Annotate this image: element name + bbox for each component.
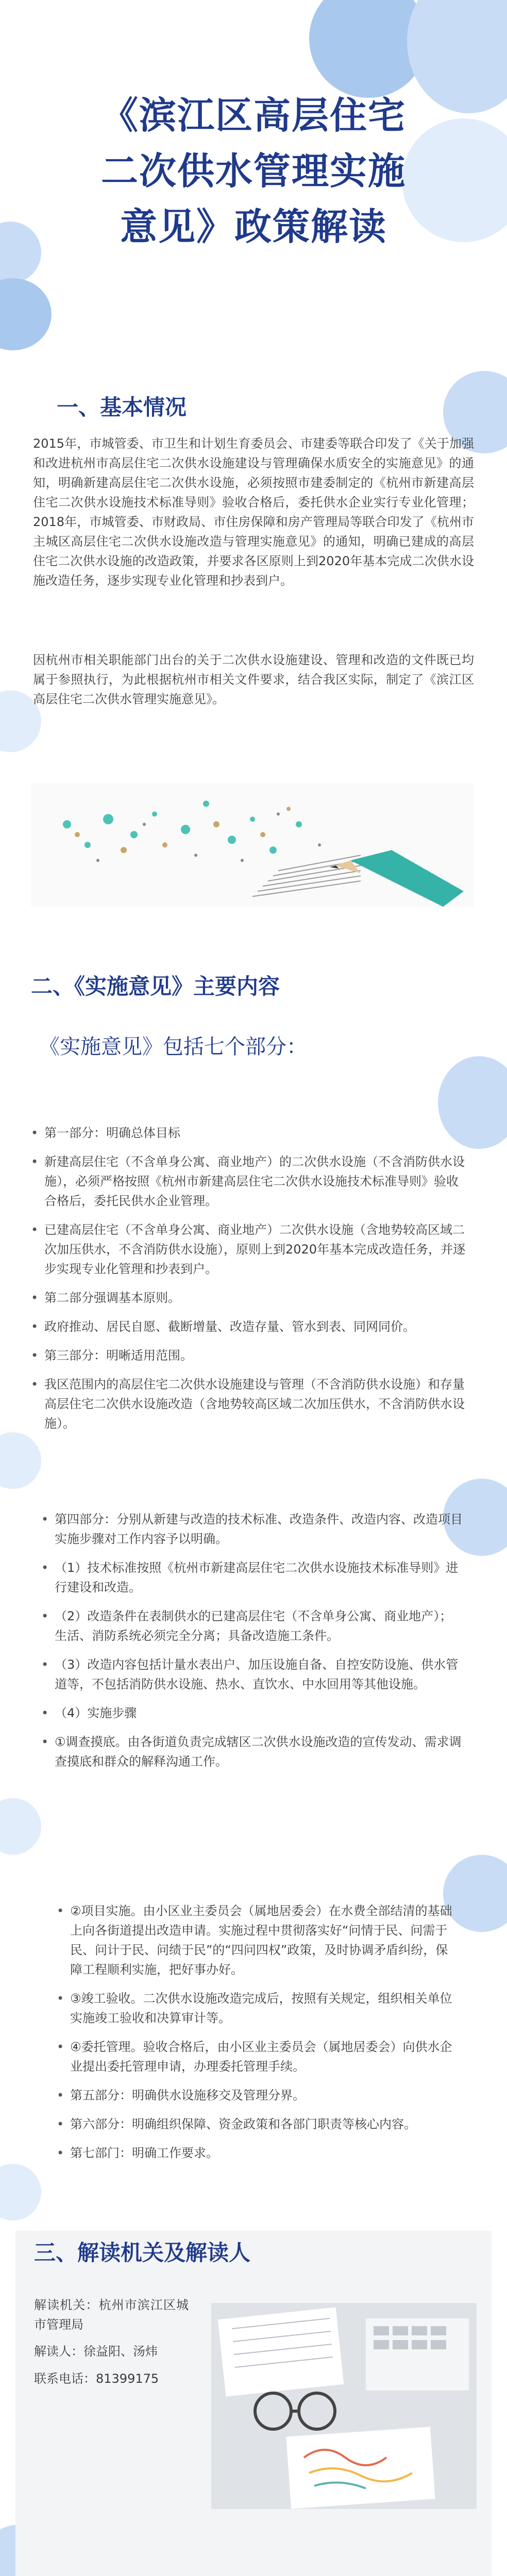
interpreter-names: 解读人：徐益阳、汤炜 [34, 2344, 158, 2359]
list-item: • 第七部门：明确工作要求。 [57, 2143, 459, 2163]
list-item: • （4）实施步骤 [41, 1703, 464, 1723]
list-item: • 我区范围内的高层住宅二次供水设施建设与管理（不含消防供水设施）和存量高层住宅二次供水设施改造（含地势较高区域二次加压供水，不含消防供水设施）。 [31, 1375, 469, 1433]
section-heading-interpreter: 三、解读机关及解读人 [34, 2240, 251, 2265]
list-item: • 第五部分：明确供水设施移交及管理分界。 [57, 2086, 459, 2105]
list-item: • （3）改造内容包括计量水表出户、加压设施自备、自控安防设施、供水管道等，不包括消防供水设施、热水、直饮水、中水回用等其他设施。 [41, 1655, 464, 1694]
interpreting-organization: 解读机关：杭州市滨江区城市管理局 [34, 2298, 189, 2332]
section1-paragraph: 2015年，市城管委、市卫生和计划生育委员会、市建委等联合印发了《关于加强和改进杭州市高层住宅二次供水设施建设与管理确保水质安全的实施意见》的通知，明确新建高层住宅二次供水设施，必须按照市建委制定的《杭州市新建高层住宅二次供水设施技术标准导则》验收合格后，委托供水企业实行专业化管理；2018年，市城管委、市财政局、市住房保障和房产管理局等联合印发了《杭州市主城区高层住宅二次供水设施改造与管理实施意见》的通知，明确已建成的高层住宅二次供水设施的改造政策，并要求各区原则上到2020年基本完成二次供水设施改造任务，逐步实现专业化管理和抄表到户。 [33, 436, 474, 588]
decor-blob [0, 278, 52, 350]
list-item: • 第三部分：明晰适用范围。 [31, 1346, 469, 1365]
list-item: • 第六部分：明确组织保障、资金政策和各部门职责等核心内容。 [57, 2114, 459, 2134]
title-line: 《滨江区高层住宅 [100, 93, 406, 137]
list-item: • 第二部分强调基本原则。 [31, 1288, 469, 1308]
content-list-part2 [41, 1510, 464, 1781]
content-list-part3 [57, 1901, 459, 2172]
decor-blob [0, 1798, 41, 1855]
section2-subtitle: 《实施意见》包括七个部分： [39, 1035, 307, 1059]
content-list-part1 [31, 1123, 469, 1443]
list-item: • 已建高层住宅（不含单身公寓、商业地产）二次供水设施（含地势较高区域二次加压供水，不含消防供水设施），原则上到2020年基本完成改造任务，并逐步实现专业化管理和抄表到户。 [31, 1220, 469, 1279]
title-line: 意见》政策解读 [120, 205, 387, 248]
list-item: • 新建高层住宅（不含单身公寓、商业地产）的二次供水设施（不含消防供水设施），必须严格按照《杭州市新建高层住宅二次供水设施技术标准导则》验收合格后，委托民供水企业管理。 [31, 1152, 469, 1211]
section1-paragraph: 因杭州市相关职能部门出台的关于二次供水设施建设、管理和改造的文件既已均属于参照执行，为此根据杭州市相关文件要求，结合我区实际，制定了《滨江区高层住宅二次供水管理实施意见》。 [33, 653, 474, 706]
section-heading-basic: 一、基本情况 [57, 395, 187, 420]
decor-blob [0, 2164, 41, 2221]
contact-phone: 联系电话：81399175 [34, 2371, 159, 2386]
notebook-glasses-photo [211, 2303, 477, 2509]
title-line: 二次供水管理实施 [100, 149, 406, 193]
page-title [0, 88, 507, 255]
list-item: • ①调查摸底。由各街道负责完成辖区二次供水设施改造的宣传发动、需求调查摸底和群众的解释沟通工作。 [41, 1732, 464, 1771]
list-item: • （2）改造条件在表制供水的已建高层住宅（不含单身公寓、商业地产）；生活、消防系统必须完全分离；具备改造施工条件。 [41, 1606, 464, 1646]
list-item: • ③竣工验收。二次供水设施改造完成后，按照有关规定，组织相关单位实施竣工验收和决算审计等。 [57, 1989, 459, 2028]
pencil-shavings-illustration [31, 783, 474, 907]
list-item: • 第四部分：分别从新建与改造的技术标准、改造条件、改造内容、改造项目实施步骤对工作内容予以明确。 [41, 1510, 464, 1549]
list-item: • ④委托管理。验收合格后，由小区业主委员会（属地居委会）向供水企业提出委托管理申请，办理委托管理手续。 [57, 2037, 459, 2076]
list-item: • 政府推动、居民自愿、截断增量、改造存量、管水到表、同网同价。 [31, 1317, 469, 1336]
list-item: • 第一部分：明确总体目标 [31, 1123, 469, 1143]
section-heading-content: 二、《实施意见》主要内容 [31, 974, 280, 999]
list-item: • （1）技术标准按照《杭州市新建高层住宅二次供水设施技术标准导则》进行建设和改造。 [41, 1558, 464, 1597]
list-item: • ②项目实施。由小区业主委员会（属地居委会）在水费全部结清的基础上向各街道提出改造申请。实施过程中贯彻落实好“问情于民、问需于民、问计于民、问绩于民”的“四问四权”政策，及时协调矛盾纠纷，保障工程顺利实施，把好事办好。 [57, 1901, 459, 1979]
